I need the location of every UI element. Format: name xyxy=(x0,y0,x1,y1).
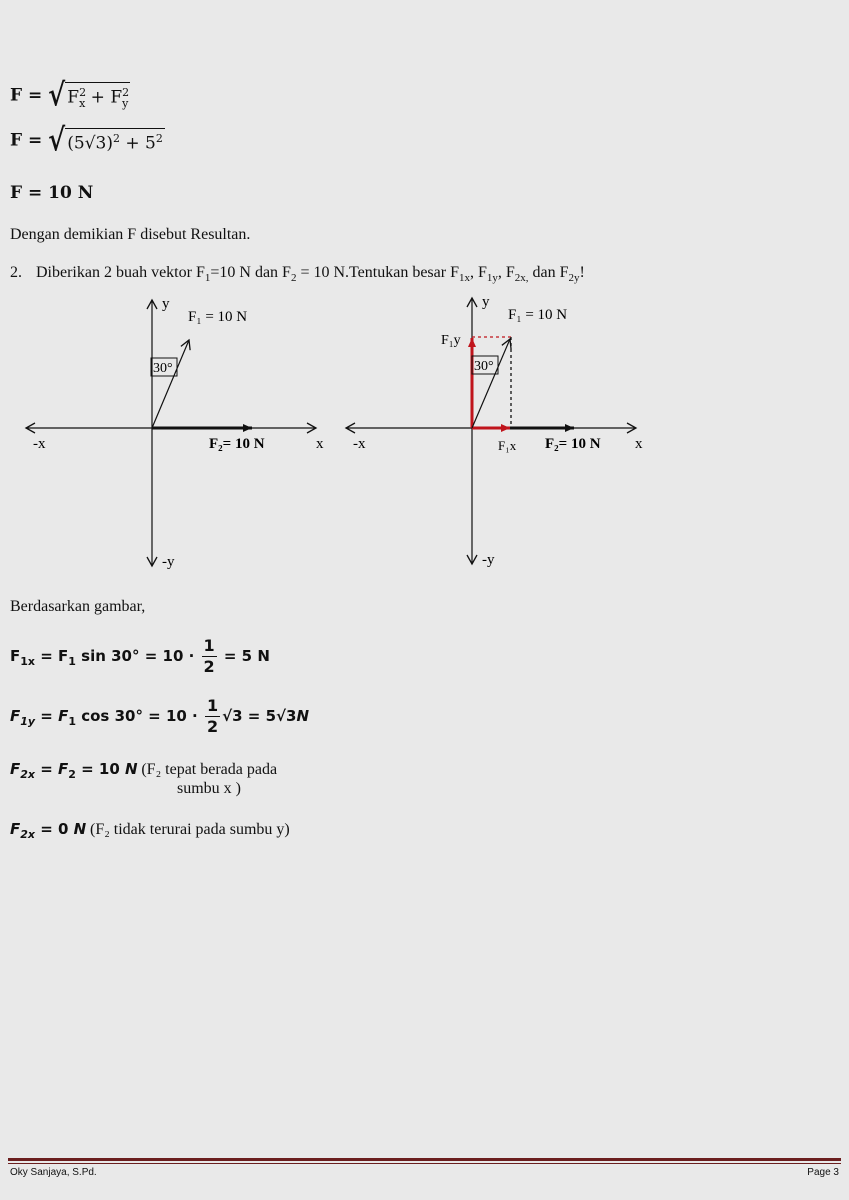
right-f1-label: F₁ = 10 N xyxy=(508,307,568,323)
problem-number: 2. xyxy=(10,264,22,281)
problem-text-start: Diberikan 2 buah vektor F xyxy=(36,264,205,281)
equation-magnitude: F = √ $F^2_x + F^2_y$ xyxy=(10,78,130,115)
problem-text-dan: dan F xyxy=(528,264,569,281)
f2x-note-line1: (F₂ tepat berada pada xyxy=(141,761,278,778)
eq1-lhs: F xyxy=(10,85,23,106)
vector-diagrams xyxy=(0,290,849,580)
f2x-note-line2: sumbu x ) xyxy=(177,780,241,797)
calc-f1y: $F_{1y} = F_1$ cos 30° = 10 · $\frac{1}{2}$ √3 = 5√3N xyxy=(10,696,310,736)
footer-author: Oky Sanjaya, S.Pd. xyxy=(10,1167,97,1178)
left-f2-label: F₂= 10 N xyxy=(209,436,265,452)
paragraph-resultan: Dengan demikian F disebut Resultan. xyxy=(10,226,251,243)
right-f1y-label: F₁y xyxy=(441,333,461,348)
f2y-note: (F₂ tidak terurai pada sumbu y) xyxy=(89,821,290,838)
footer-rule-thick xyxy=(8,1158,841,1161)
equation-substitution: F = √ $(5√3)^2 + 5^2$ xyxy=(10,123,163,159)
left-neg-x-label: -x xyxy=(33,436,46,452)
equation-result: F = 10 N xyxy=(10,183,94,203)
left-f1-vector xyxy=(152,340,189,428)
calc-f2y: $F_{2x} = 0$ N (F₂ tidak terurai pada sumbu y) xyxy=(10,820,290,841)
right-f2-label: F₂= 10 N xyxy=(545,436,601,452)
right-angle-label: 30° xyxy=(474,359,494,374)
right-neg-x-label: -x xyxy=(353,436,366,452)
problem-text-f1y: , F xyxy=(469,264,487,281)
left-y-label: y xyxy=(162,296,170,312)
right-f1-vector xyxy=(472,339,510,428)
footer-page: Page 3 xyxy=(807,1167,839,1178)
berdasarkan-text: Berdasarkan gambar, xyxy=(10,598,146,615)
problem-text-f2: = 10 N.Tentukan besar F xyxy=(296,264,459,281)
footer-rule-thin xyxy=(8,1163,841,1164)
sqrt-expression: √ $F^2_x + F^2_y$ xyxy=(48,78,130,115)
right-f1x-label: F₁x xyxy=(498,438,517,453)
right-neg-y-label: -y xyxy=(482,552,495,568)
problem-statement: 2. Diberikan 2 buah vektor $F_1=10$ N dan $F_2 = 10$ N.Tentukan besar $F_{1x}$, $F_{1y}$, $F_{2x,}$ dan $F_{2y}$! xyxy=(10,264,585,285)
problem-text-end: ! xyxy=(579,264,585,281)
right-y-label: y xyxy=(482,294,490,310)
sqrt-expression-2: √ $(5√3)^2 + 5^2$ xyxy=(48,123,163,159)
eq2-lhs: F xyxy=(10,130,23,151)
right-x-label: x xyxy=(635,436,643,452)
left-neg-y-label: -y xyxy=(162,554,175,570)
left-x-label: x xyxy=(316,436,324,452)
diagram-left xyxy=(26,296,324,570)
problem-text-f1: =10 N dan F xyxy=(210,264,291,281)
calc-f1x: $F_{1x} = F_1$ sin 30° = 10 · $\frac{1}{2}$ = 5 N xyxy=(10,636,270,676)
calc-f2x: $F_{2x} = F_2 = 10$ N (F₂ tepat berada pada xyxy=(10,760,278,781)
left-angle-label: 30° xyxy=(153,361,173,376)
diagram-right xyxy=(346,294,643,568)
left-f1-label: F₁ = 10 N xyxy=(188,309,248,325)
problem-text-f2x: , F xyxy=(497,264,515,281)
